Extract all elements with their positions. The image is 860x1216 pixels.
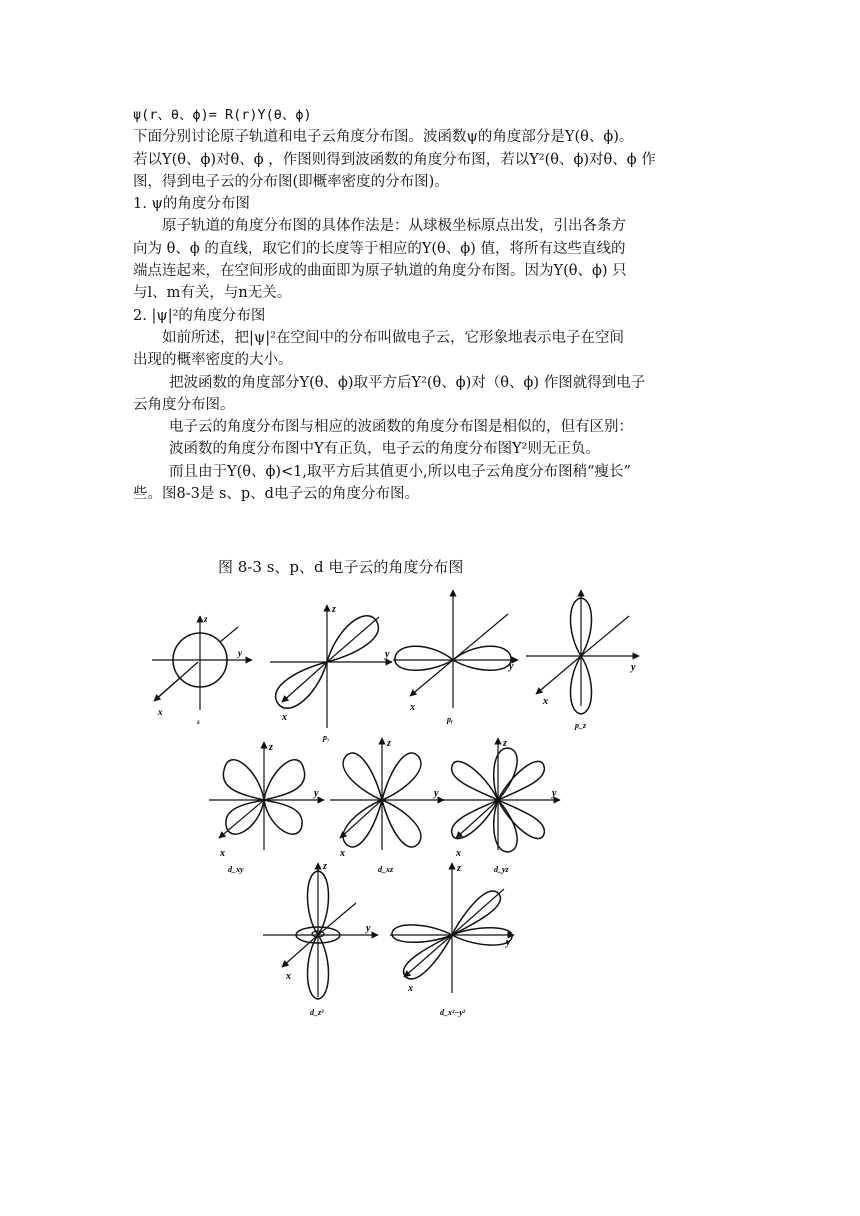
text-line: 1. ψ的角度分布图 (133, 196, 250, 213)
svg-text:pᵧ: pᵧ (447, 715, 453, 724)
text-line: 如前所述，把|ψ|²在空间中的分布叫做电子云，它形象地表示电子在空间 (162, 329, 624, 346)
text-line: 云角度分布图。 (133, 396, 235, 413)
svg-text:x: x (456, 848, 461, 859)
svg-text:z: z (269, 742, 273, 753)
text-line: 若以Y(θ、ϕ)对θ、ϕ ，作图则得到波函数的角度分布图，若以Y²(θ、ϕ)对θ、ϕ 作 (133, 151, 656, 168)
text-line: 向为 θ、ϕ 的直线，取它们的长度等于相应的Y(θ、ϕ) 值，将所有这些直线的 (133, 240, 626, 257)
text-line: 些。图8-3是 s、p、d电子云的角度分布图。 (133, 486, 419, 503)
orbital-s (152, 614, 252, 726)
orbital-figure (140, 590, 660, 1030)
svg-text:x: x (410, 702, 415, 713)
svg-text:y: y (238, 648, 242, 658)
svg-text:y: y (552, 788, 557, 799)
text-line: 波函数的角度分布图中Y有正负，电子云的角度分布图Y²则无正负。 (169, 441, 600, 458)
svg-text:x: x (408, 983, 413, 994)
svg-text:z: z (332, 604, 336, 615)
svg-text:y: y (434, 788, 439, 799)
svg-text:y: y (509, 661, 514, 672)
orbital-py (393, 590, 518, 724)
svg-text:z: z (457, 863, 461, 874)
orbital-dxy (209, 742, 324, 874)
orbital-diagram-svg (140, 590, 660, 1030)
svg-text:y: y (314, 788, 319, 799)
svg-text:x: x (340, 848, 345, 859)
svg-text:y: y (506, 937, 511, 948)
svg-text:x: x (282, 712, 287, 723)
svg-text:x: x (286, 971, 291, 982)
text-line: 电子云的角度分布图与相应的波函数的角度分布图是相似的，但有区别： (169, 419, 633, 436)
figure-caption: 图 8-3 s、p、d 电子云的角度分布图 (218, 558, 464, 576)
text-line: 而且由于Y(θ、ϕ)<1,取平方后其值更小,所以电子云角度分布图稍“瘦长” (169, 463, 631, 480)
orbital-dz2 (263, 861, 378, 1017)
svg-text:s: s (197, 718, 200, 726)
svg-text:x: x (158, 707, 163, 717)
text-line: 与l、m有关，与n无关。 (133, 285, 292, 302)
text-line: ψ(r、θ、ϕ)= R(r)Y(θ、ϕ) (133, 107, 312, 123)
svg-text:y: y (385, 649, 390, 660)
orbital-px (270, 604, 392, 742)
orbital-dx2y2 (390, 863, 514, 1017)
text-line: 图，得到电子云的分布图(即概率密度的分布图)。 (133, 173, 449, 190)
svg-text:d_xz: d_xz (378, 865, 394, 874)
svg-text:y: y (631, 662, 636, 673)
svg-text:z: z (503, 738, 507, 749)
svg-text:d_yz: d_yz (494, 865, 509, 874)
orbital-pz (526, 590, 639, 730)
svg-text:z: z (323, 861, 327, 872)
orbital-dyz (443, 738, 560, 874)
svg-text:d_x²−y²: d_x²−y² (440, 1008, 466, 1017)
svg-text:x: x (543, 696, 548, 707)
svg-text:pₓ: pₓ (323, 733, 330, 742)
body-text (133, 104, 733, 505)
text-line: 原子轨道的角度分布图的具体作法是：从球极坐标原点出发，引出各条方 (162, 218, 626, 235)
text-line: 端点连起来，在空间形成的曲面即为原子轨道的角度分布图。因为Y(θ、ϕ) 只 (133, 263, 627, 280)
svg-text:d_xy: d_xy (228, 865, 244, 874)
text-line: 2. |ψ|²的角度分布图 (133, 307, 266, 324)
svg-text:p_z: p_z (575, 721, 587, 730)
svg-text:z: z (204, 614, 208, 624)
svg-text:y: y (366, 923, 371, 934)
svg-text:z: z (387, 738, 391, 749)
svg-text:d_z²: d_z² (310, 1008, 324, 1017)
text-line: 下面分别讨论原子轨道和电子云角度分布图。波函数ψ的角度部分是Y(θ、ϕ)。 (133, 129, 634, 146)
orbital-dxz (330, 738, 444, 874)
text-line: 把波函数的角度部分Y(θ、ϕ)取平方后Y²(θ、ϕ)对（θ、ϕ) 作图就得到电子 (169, 374, 646, 391)
text-line: 出现的概率密度的大小。 (133, 352, 293, 369)
svg-text:x: x (220, 848, 225, 859)
